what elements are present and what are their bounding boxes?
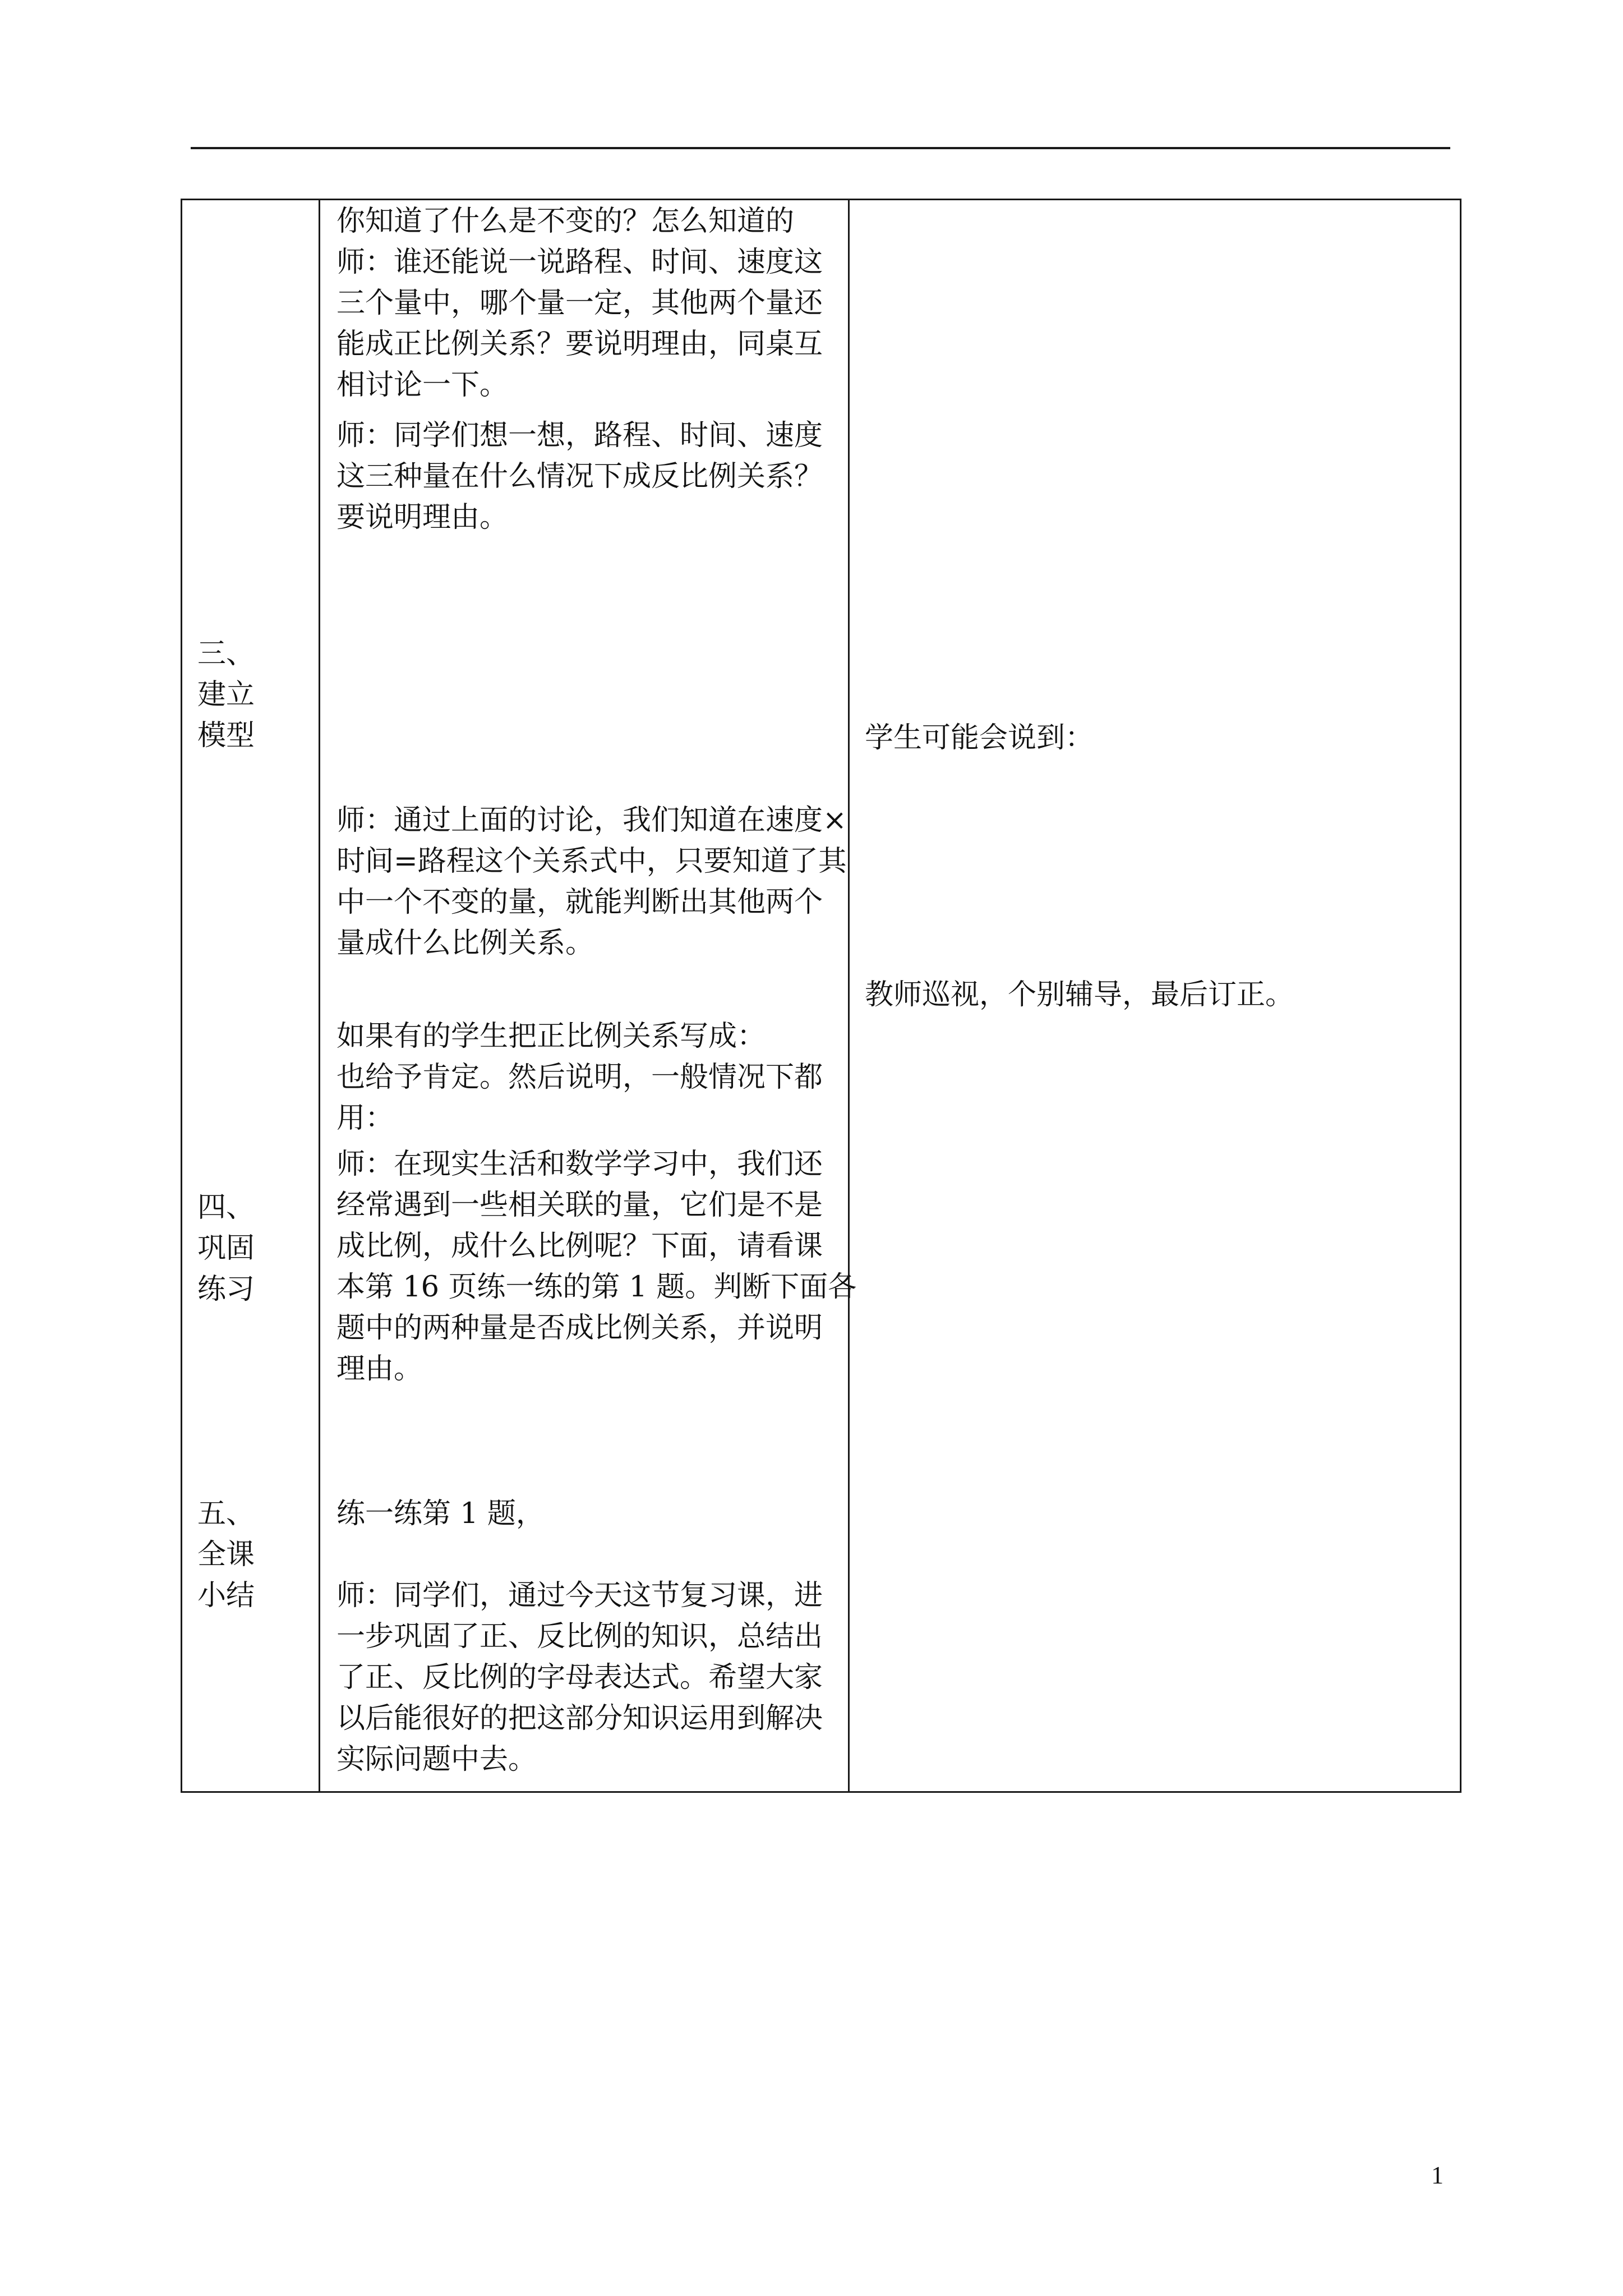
content-line: 三个量中，哪个量一定，其他两个量还: [336, 287, 823, 320]
section-4-number: 四、: [197, 1191, 255, 1224]
column-divider-1: [319, 199, 320, 1793]
section-4-label-line1: 巩固: [197, 1232, 255, 1265]
section-5-number: 五、: [197, 1497, 255, 1530]
content-line: 要说明理由。: [336, 501, 509, 534]
content-line: 了正、反比例的字母表达式。希望大家: [336, 1661, 823, 1694]
section-3-number: 三、: [197, 637, 255, 670]
content-line: 经常遇到一些相关联的量，它们是不是: [336, 1189, 823, 1222]
content-line: 用：: [336, 1102, 394, 1135]
content-line: 理由。: [336, 1352, 423, 1386]
section-5-label-line1: 全课: [197, 1538, 255, 1571]
content-line: 一步巩固了正、反比例的知识，总结出: [336, 1620, 823, 1653]
content-line: 师：通过上面的讨论，我们知道在速度×: [336, 804, 847, 837]
content-line: 师：同学们，通过今天这节复习课，进: [336, 1579, 823, 1612]
content-line: 成比例，成什么比例呢？下面，请看课: [336, 1230, 823, 1263]
content-line: 中一个不变的量，就能判断出其他两个: [336, 886, 823, 919]
page-number: 1: [1431, 2161, 1444, 2189]
content-line: 练一练第 1 题，: [336, 1497, 545, 1530]
column-divider-2: [848, 199, 850, 1793]
section-4-label-line2: 练习: [197, 1273, 255, 1306]
content-line: 师：同学们想一想，路程、时间、速度: [336, 419, 823, 452]
content-line: 这三种量在什么情况下成反比例关系？: [336, 460, 823, 493]
content-line: 相讨论一下。: [336, 369, 509, 402]
header-rule: [191, 147, 1450, 149]
content-line: 如果有的学生把正比例关系写成：: [336, 1020, 766, 1053]
section-3-label-line2: 模型: [197, 719, 255, 752]
content-line: 实际问题中去。: [336, 1743, 537, 1776]
student-note: 学生可能会说到：: [865, 721, 1094, 754]
content-line: 师：谁还能说一说路程、时间、速度这: [336, 246, 823, 279]
content-line: 本第 16 页练一练的第 1 题。判断下面各: [336, 1271, 857, 1304]
content-line: 也给予肯定。然后说明，一般情况下都: [336, 1061, 823, 1094]
content-line: 量成什么比例关系。: [336, 927, 594, 960]
content-line: 师：在现实生活和数学学习中，我们还: [336, 1148, 823, 1181]
content-line: 你知道了什么是不变的？怎么知道的: [336, 205, 795, 238]
section-3-label-line1: 建立: [197, 678, 255, 711]
content-line: 题中的两种量是否成比例关系，并说明: [336, 1312, 823, 1345]
section-5-label-line2: 小结: [197, 1579, 255, 1612]
content-line: 时间=路程这个关系式中，只要知道了其: [336, 845, 847, 878]
teacher-note: 教师巡视，个别辅导，最后订正。: [865, 978, 1294, 1011]
content-line: 以后能很好的把这部分知识运用到解决: [336, 1702, 823, 1735]
content-line: 能成正比例关系？要说明理由，同桌互: [336, 328, 823, 361]
